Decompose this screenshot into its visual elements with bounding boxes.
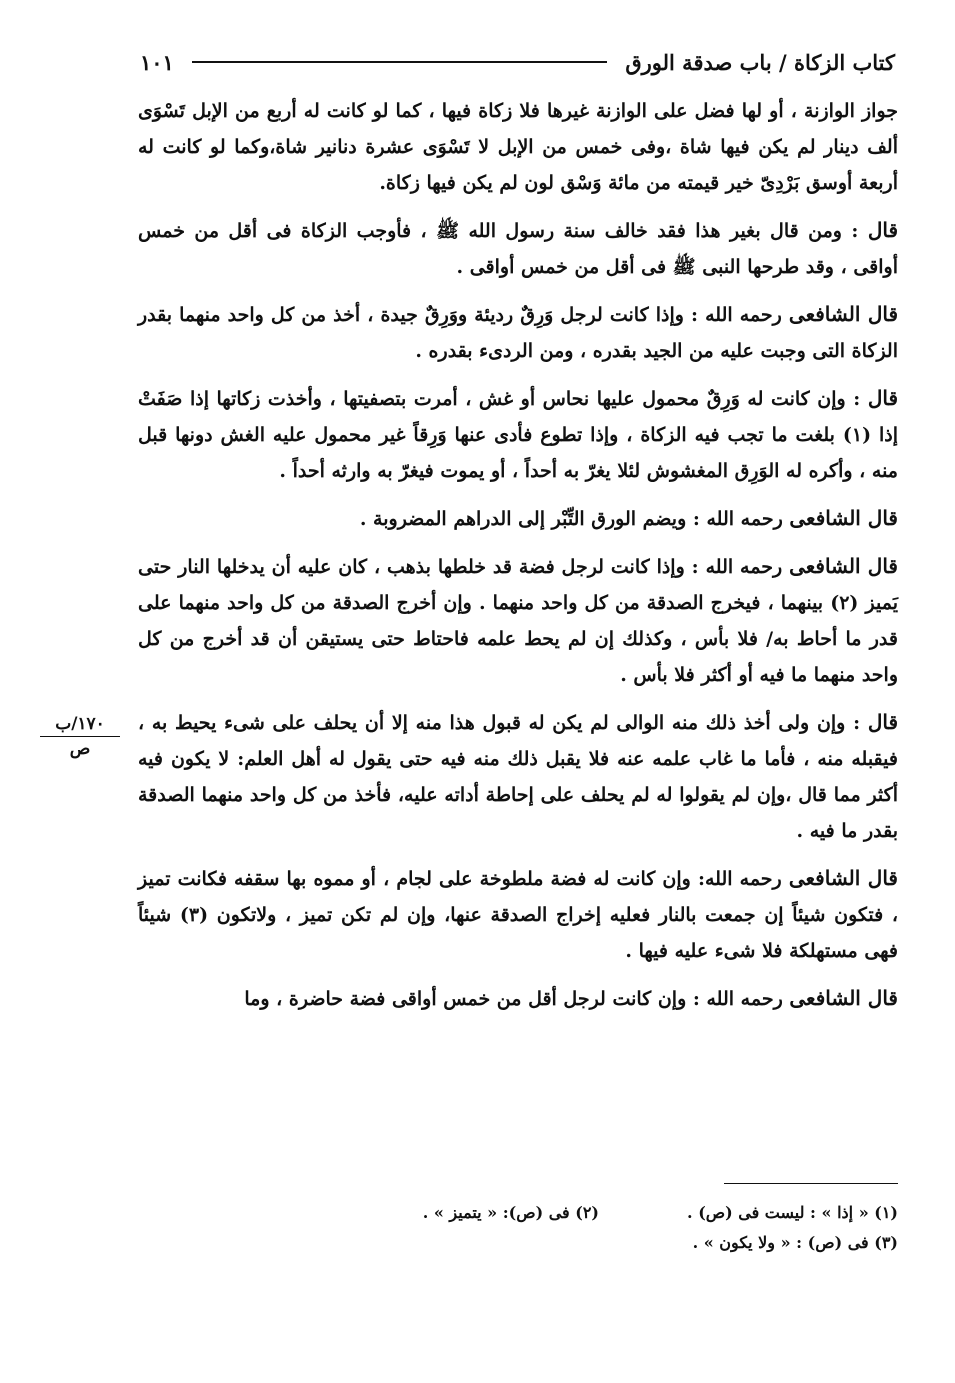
folio-reference: ١٧٠/ب [40,714,120,737]
paragraph-text: رحمه الله : وإذا كانت لرجل وَرِقٌ رديئة ووَرِقٌ جيدة ، أخذ من كل واحد منهما بقدر الزكاة التى وجبت عليه من الجيد بقدره ، ومن الردىء بقدره . [138,304,898,362]
paragraph-4 [138,380,898,489]
paragraph-5 [138,500,898,537]
paragraph-6 [138,548,898,693]
footnote-2: (٢) فى (ص): « يتميز » . [422,1203,599,1222]
paragraph-text: : ومن قال بغير هذا فقد خالف سنة رسول الله ﷺ ، فأوجب الزكاة فى أقل من خمس أواقى ، وقد طرحها النبى ﷺ فى أقل من خمس أواقى . [138,220,898,278]
paragraph-8 [138,860,898,969]
running-title: كتاب الزكاة / باب صدقة الورق [625,49,895,75]
page-header [140,40,895,84]
manuscript-folio-note [40,714,120,759]
speaker-label: قال الشافعى [789,986,898,1010]
paragraph-9 [138,980,898,1017]
paragraph-text: رحمه الله : وإن كانت لرجل أقل من خمس أواقى فضة حاضرة ، وما [244,988,783,1010]
paragraph-3 [138,296,898,369]
header-rule [192,61,608,63]
speaker-label: قال [867,386,899,410]
paragraph-text: : وإن كانت له وَرِقٌ محمول عليها نحاس أو غش ، أمرت بتصفيتها ، وأخذت زكاتها إذا صَفَتْ إذا (١) بلغت ما تجب فيه الزكاة ، وإذا تطوع فأدى عنها وَرِقاً غير محمول عليه الغش دونها قبل منه ، وأكره له الوَرِق المغشوش لئلا يغرّ به أحداً ، أو يموت فيغرّ به وارثه أحداً . [138,388,899,482]
paragraph-text: جواز الوازنة ، أو لها فضل على الوازنة غيرها فلا زكاة فيها ، كما لو كانت له أربع من الإبل تَسْوَى ألف دينار لم يكن فيها شاة ،وفى خمس من الإبل لا تَسْوَى عشرة دنانير شاة،وكما لو كانت له أربعة أوسق بَرْدِىّ خير قيمته من مائة وَسْق لون لم يكن فيها زكاة. [138,100,898,194]
speaker-label: قال [867,218,898,242]
speaker-label: قال الشافعى [789,554,898,578]
paragraph-text: رحمه الله: وإن كانت له فضة ملطوخة على لجام ، أو مموه بها سقفه فكانت تميز ، فتكون شيئاً إن جمعت بالنار فعليه إخراج الصدقة عنها، وإن لم تكن تميز ، ولاتكون (٣) شيئاً فهى مستهلكة فلا شىء عليه فيها . [138,868,899,962]
footnote-3: (٣) فى (ص) : « ولا يكون » . [692,1233,898,1252]
speaker-label: قال الشافعى [789,506,898,530]
footnote-row [300,1198,898,1228]
paragraph-2 [138,212,898,285]
footnote-row [300,1228,898,1258]
manuscript-siglum: ص [69,739,91,759]
footnote-separator [724,1183,898,1184]
paragraph-1 [138,92,898,201]
footnote-1: (١) « إذا » : ليست فى (ص) . [687,1203,898,1222]
page-number: ١٠١ [140,49,174,75]
paragraph-text: رحمه الله : وإذا كانت لرجل فضة قد خلطها بذهب ، كان عليه أن يدخلها النار حتى يَميز (٢) بينهما ، فيخرج الصدقة من كل واحد منهما . وإن أخرج الصدقة من كل واحد منهما على قدر ما أحاط به/ فلا بأس ، وكذلك إن لم يحط علمه فاحتاط حتى يستيقن أن قد أخرج من كل واحد منهما ما فيه أو أكثر فلا بأس . [138,556,899,686]
main-text [138,92,898,1028]
paragraph-7 [138,704,898,849]
speaker-label: قال [867,710,898,734]
speaker-label: قال الشافعى [788,302,899,326]
paragraph-text: : وإن ولى أخذ ذلك منه الوالى لم يكن له قبول هذا منه إلا أن يحلف على شىء يحيط به ، فيقبله منه ، فأما ما غاب علمه عنه فلا يقبل ذلك منه فيه حتى يقول له أهل العلم: لا يكون فيه أكثر مما قال ،وإن لم يقولوا له لم يحلف على إحاطة أداته عليه، فأخذ من كل واحد منهما الصدقة بقدر ما فيه . [138,712,898,842]
footnotes [300,1198,898,1258]
paragraph-text: رحمه الله : ويضم الورق التِّبْر إلى الدراهم المضروبة . [359,508,783,530]
speaker-label: قال الشافعى [788,866,898,890]
